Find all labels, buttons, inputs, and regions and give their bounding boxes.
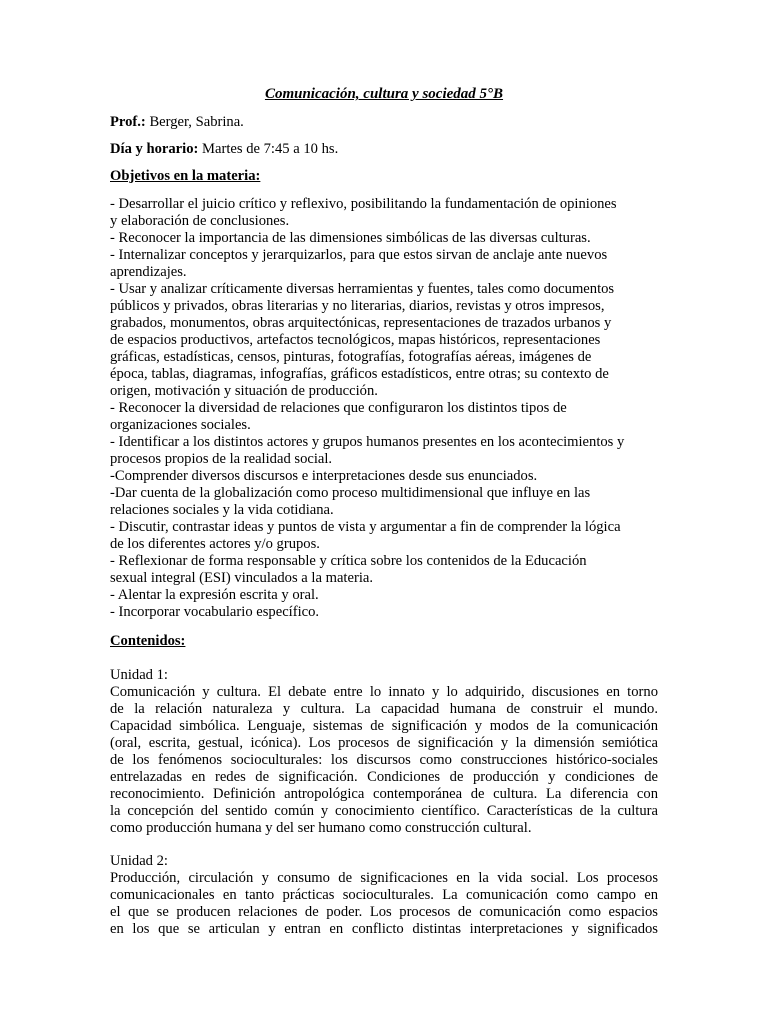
schedule-value: Martes de 7:45 a 10 hs. (202, 141, 339, 157)
unit-text-line: el que se producen relaciones de poder. Los procesos de comunicación como espacios (110, 904, 658, 920)
unit-2-heading: Unidad 2: (110, 853, 168, 869)
objective-line: - Desarrollar el juicio crítico y reflexivo, posibilitando la fundamentación de opiniones (110, 196, 617, 212)
unit-text-line: Capacidad simbólica. Lenguaje, sistemas de significación y modos de la comunicación (110, 718, 658, 734)
objective-line: - Reflexionar de forma responsable y crítica sobre los contenidos de la Educación (110, 553, 587, 569)
objective-line: gráficas, estadísticas, censos, pinturas, fotografías, fotografías aéreas, imágenes de (110, 349, 592, 365)
unit-text-line: Comunicación y cultura. El debate entre lo innato y lo adquirido, discusiones en torno (110, 684, 658, 700)
unit-text-line: la concepción del sentido común y conocimiento científico. Características de la cultura (110, 803, 658, 819)
objectives-heading: Objetivos en la materia: (110, 168, 261, 184)
objective-line: de espacios productivos, artefactos tecnológicos, mapas históricos, representaciones (110, 332, 601, 348)
objective-line: organizaciones sociales. (110, 417, 251, 433)
contents-heading: Contenidos: (110, 633, 186, 649)
objective-line: época, tablas, diagramas, infografías, gráficos estadísticos, entre otras; su contexto de (110, 366, 609, 382)
professor-line (110, 114, 658, 131)
objective-line: y elaboración de conclusiones. (110, 213, 290, 229)
objective-line: - Usar y analizar críticamente diversas herramientas y fuentes, tales como documentos (110, 281, 615, 297)
objective-line: origen, motivación y situación de producción. (110, 383, 378, 399)
unit-text-line: en los que se articulan y entran en conflicto distintas interpretaciones y significados (110, 921, 658, 937)
objective-line: - Reconocer la diversidad de relaciones que configuraron los distintos tipos de (110, 400, 567, 416)
objective-line: - Reconocer la importancia de las dimensiones simbólicas de las diversas culturas. (110, 230, 591, 246)
objective-line: -Dar cuenta de la globalización como proceso multidimensional que influye en las (110, 485, 591, 501)
objective-line: - Internalizar conceptos y jerarquizarlos, para que estos sirvan de anclaje ante nuevos (110, 247, 608, 263)
objective-line: públicos y privados, obras literarias y no literarias, diarios, revistas y otros impresos, (110, 298, 605, 314)
unit-text-line: comunicacionales en tanto prácticas socioculturales. La comunicación como campo en (110, 887, 658, 903)
objective-line: aprendizajes. (110, 264, 187, 280)
objective-line: -Comprender diversos discursos e interpretaciones desde sus enunciados. (110, 468, 538, 484)
unit-text-line: de los fenómenos socioculturales: los discursos como construcciones histórico-sociales (110, 752, 658, 768)
unit-text-line: como producción humana y del ser humano como construcción cultural. (110, 820, 532, 836)
objective-line: sexual integral (ESI) vinculados a la materia. (110, 570, 373, 586)
schedule-label: Día y horario: (110, 141, 199, 157)
objective-line: relaciones sociales y la vida cotidiana. (110, 502, 334, 518)
unit-1-heading: Unidad 1: (110, 667, 168, 683)
unit-text-line: de la relación naturaleza y cultura. La capacidad humana de construir el mundo. (110, 701, 658, 717)
document-title: Comunicación, cultura y sociedad 5°B (264, 86, 504, 102)
unit-text-line: (oral, escrita, gestual, icónica). Los procesos de significación y la dimensión semiótica (110, 735, 658, 751)
objective-line: - Incorporar vocabulario específico. (110, 604, 320, 620)
unit-text-line: reconocimiento. Definición antropológica contemporánea de cultura. La diferencia con (110, 786, 658, 802)
objective-line: - Identificar a los distintos actores y grupos humanos presentes en los acontecimientos y (110, 434, 625, 450)
professor-value: Berger, Sabrina. (149, 114, 244, 130)
objective-line: - Discutir, contrastar ideas y puntos de vista y argumentar a fin de comprender la lógica (110, 519, 621, 535)
objective-line: de los diferentes actores y/o grupos. (110, 536, 320, 552)
objective-line: - Alentar la expresión escrita y oral. (110, 587, 319, 603)
professor-label: Prof.: (110, 114, 146, 130)
objective-line: grabados, monumentos, obras arquitectónicas, representaciones de trazados urbanos y (110, 315, 612, 331)
schedule-line (110, 141, 658, 158)
unit-text-line: Producción, circulación y consumo de significaciones en la vida social. Los procesos (110, 870, 658, 886)
objective-line: procesos propios de la realidad social. (110, 451, 333, 467)
unit-text-line: entrelazadas en redes de significación. Condiciones de producción y condiciones de (110, 769, 658, 785)
